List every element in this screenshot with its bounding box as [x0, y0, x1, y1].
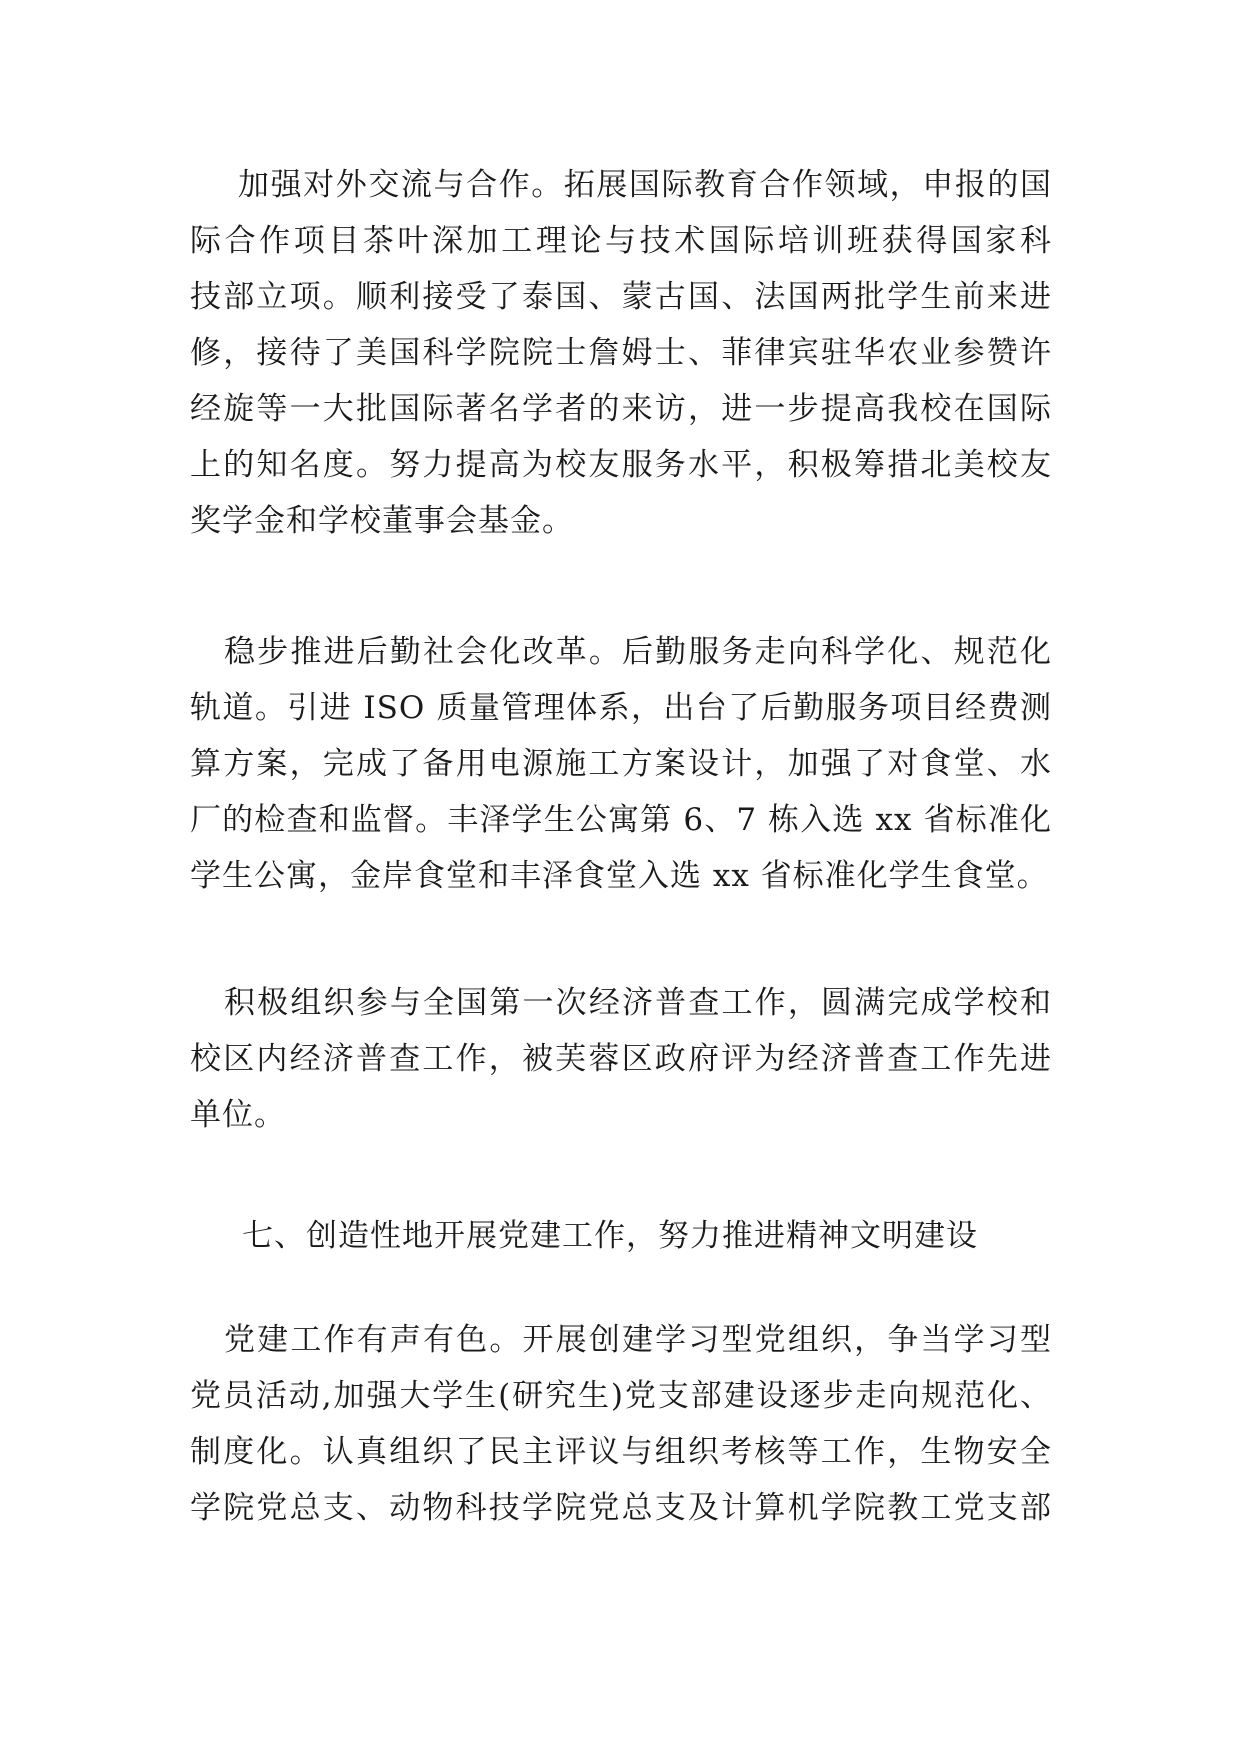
paragraph-line: 算方案，完成了备用电源施工方案设计，加强了对食堂、水 — [190, 746, 1052, 782]
paragraph-party-building — [190, 1312, 1052, 1536]
paragraph-line: 轨道。引进 ISO 质量管理体系，出台了后勤服务项目经费测 — [190, 690, 1052, 726]
section-heading — [190, 1208, 1052, 1264]
paragraph-line: 技部立项。顺利接受了泰国、蒙古国、法国两批学生前来进 — [190, 279, 1052, 315]
paragraph-line: 加强对外交流与合作。拓展国际教育合作领域，申报的国 — [238, 167, 1052, 203]
paragraph-line: 奖学金和学校董事会基金。 — [190, 503, 574, 539]
paragraph-line: 学院党总支、动物科技学院党总支及计算机学院教工党支部 — [190, 1490, 1052, 1526]
paragraph-economic-census — [190, 975, 1052, 1143]
paragraph-line: 单位。 — [190, 1097, 286, 1133]
paragraph-line: 际合作项目茶叶深加工理论与技术国际培训班获得国家科 — [190, 223, 1052, 259]
paragraph-international-exchange — [190, 157, 1052, 549]
paragraph-line: 制度化。认真组织了民主评议与组织考核等工作，生物安全 — [190, 1434, 1052, 1470]
paragraph-line: 修，接待了美国科学院院士詹姆士、菲律宾驻华农业参赞许 — [190, 335, 1052, 371]
paragraph-line: 校区内经济普查工作，被芙蓉区政府评为经济普查工作先进 — [190, 1041, 1052, 1077]
section-heading-text: 七、创造性地开展党建工作，努力推进精神文明建设 — [242, 1218, 978, 1254]
paragraph-line: 党员活动,加强大学生(研究生)党支部建设逐步走向规范化、 — [190, 1378, 1052, 1414]
paragraph-line: 学生公寓，金岸食堂和丰泽食堂入选 xx 省标准化学生食堂。 — [190, 858, 1049, 894]
paragraph-line: 厂的检查和监督。丰泽学生公寓第 6、7 栋入选 xx 省标准化 — [190, 802, 1052, 838]
paragraph-line: 稳步推进后勤社会化改革。后勤服务走向科学化、规范化 — [224, 634, 1052, 670]
paragraph-line: 积极组织参与全国第一次经济普查工作，圆满完成学校和 — [224, 985, 1052, 1021]
paragraph-line: 上的知名度。努力提高为校友服务水平，积极筹措北美校友 — [190, 447, 1052, 483]
paragraph-logistics-reform — [190, 624, 1052, 904]
paragraph-line: 经旋等一大批国际著名学者的来访，进一步提高我校在国际 — [190, 391, 1052, 427]
paragraph-line: 党建工作有声有色。开展创建学习型党组织，争当学习型 — [224, 1322, 1052, 1358]
